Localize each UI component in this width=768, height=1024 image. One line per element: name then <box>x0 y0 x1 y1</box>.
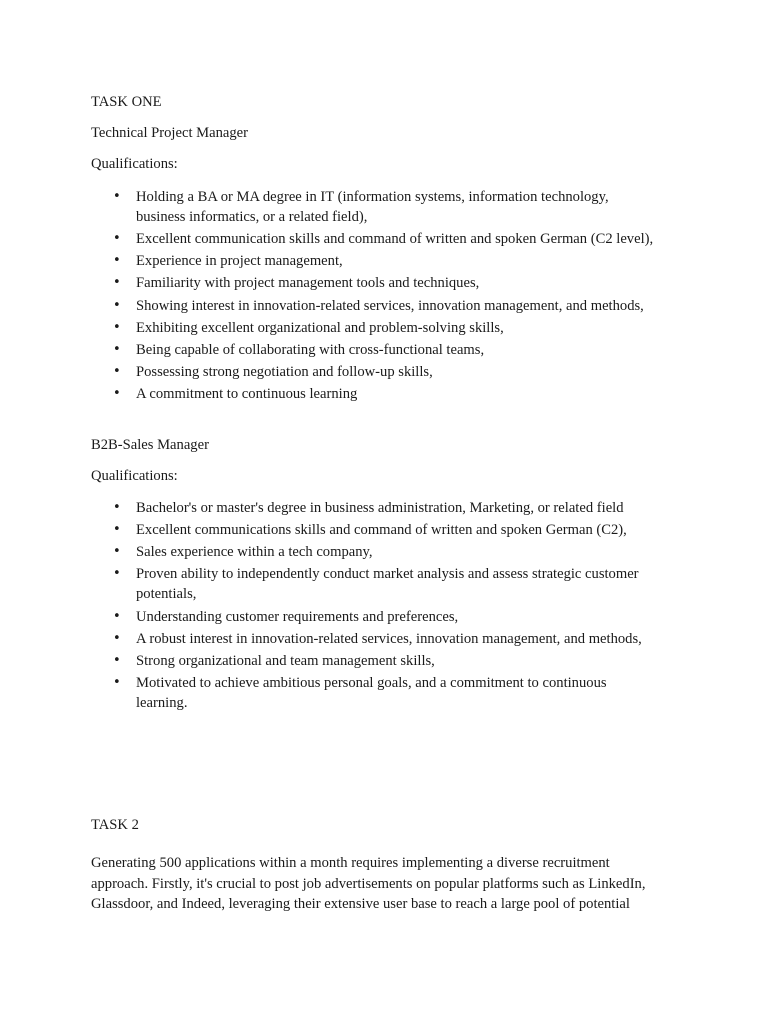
qualifications-list-technical-project-manager <box>0 187 768 406</box>
list-item: • A commitment to continuous learning <box>0 384 768 404</box>
list-item: • Excellent communication skills and command of written and spoken German (C2 level), <box>0 229 768 249</box>
list-item: • Possessing strong negotiation and follow-up skills, <box>0 362 768 382</box>
list-item: • Being capable of collaborating with cross-functional teams, <box>0 340 768 360</box>
list-item: • Sales experience within a tech company, <box>0 542 768 562</box>
job-title-b2b-sales-manager: B2B-Sales Manager <box>91 437 209 453</box>
qualifications-list-b2b-sales-manager <box>0 498 768 715</box>
list-item: • Strong organizational and team management skills, <box>0 651 768 671</box>
task-one-heading: TASK ONE <box>91 94 162 110</box>
qualifications-label-2: Qualifications: <box>91 468 178 484</box>
list-item: • Exhibiting excellent organizational and problem-solving skills, <box>0 318 768 338</box>
list-item: • Excellent communications skills and command of written and spoken German (C2), <box>0 520 768 540</box>
list-item: • A robust interest in innovation-related services, innovation management, and methods, <box>0 629 768 649</box>
list-item: • Bachelor's or master's degree in business administration, Marketing, or related field <box>0 498 768 518</box>
list-item: • Motivated to achieve ambitious personal goals, and a commitment to continuous learning. <box>0 673 768 713</box>
list-item: • Holding a BA or MA degree in IT (information systems, information technology, business informatics, or a related field), <box>0 187 768 227</box>
list-item: • Showing interest in innovation-related services, innovation management, and methods, <box>0 296 768 316</box>
job-title-technical-project-manager: Technical Project Manager <box>91 125 249 141</box>
task-two-body: Generating 500 applications within a month requires implementing a diverse recruitment approach. Firstly, it's crucial to post job advertisements on popular platforms such as LinkedIn, Glassdoor, and Indeed, leveraging their extensive user base to reach a large pool of potential <box>91 855 646 912</box>
list-item: • Proven ability to independently conduct market analysis and assess strategic customer potentials, <box>0 564 768 604</box>
list-item: • Understanding customer requirements and preferences, <box>0 607 768 627</box>
task-two-heading: TASK 2 <box>91 817 139 833</box>
list-item: • Experience in project management, <box>0 251 768 271</box>
qualifications-label-1: Qualifications: <box>91 156 178 172</box>
list-item: • Familiarity with project management tools and techniques, <box>0 273 768 293</box>
